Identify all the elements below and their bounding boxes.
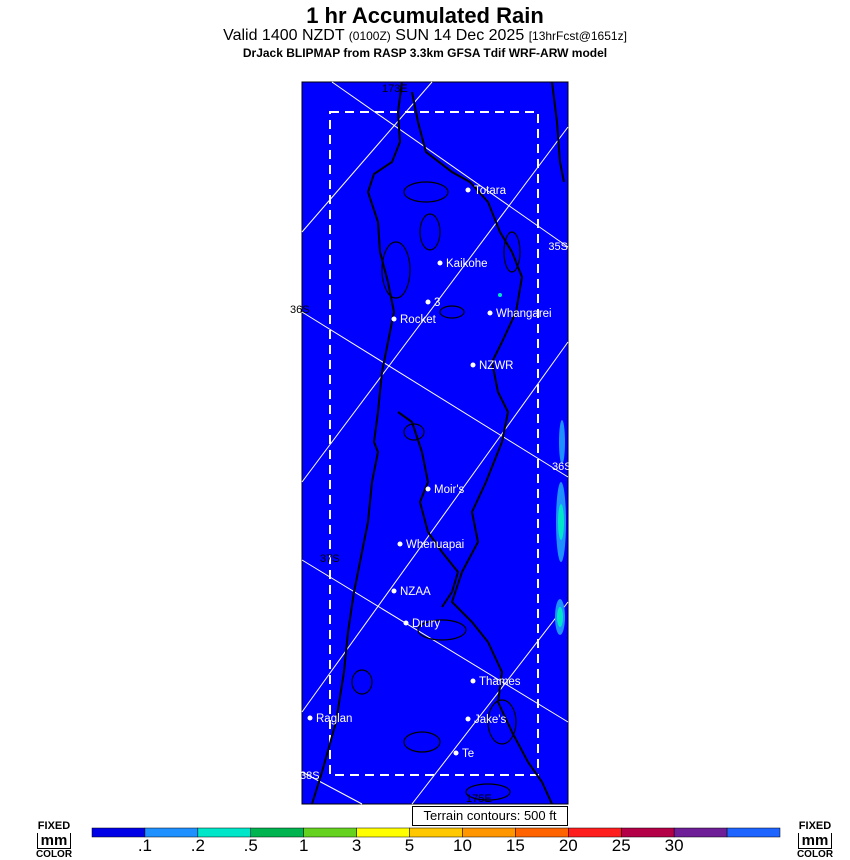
place-dot xyxy=(466,717,471,722)
place-dot xyxy=(392,317,397,322)
utc-time: (0100Z) xyxy=(348,29,391,43)
label-35S: 35S xyxy=(548,241,568,253)
place-thames: Thames xyxy=(479,676,521,688)
place-dot xyxy=(392,589,397,594)
place-dot xyxy=(308,716,313,721)
place-raglan: Raglan xyxy=(316,713,353,725)
place-dot xyxy=(404,621,409,626)
place-nzwr: NZWR xyxy=(479,360,514,372)
place-drury: Drury xyxy=(412,618,441,630)
terrain-contour-note: Terrain contours: 500 ft xyxy=(412,806,568,826)
fixed-label: FIXED xyxy=(798,820,832,832)
color-label: COLOR xyxy=(796,849,834,860)
legend-tick-label: 20 xyxy=(558,836,578,855)
legend-tick-label: 5 xyxy=(404,836,415,855)
place-dot xyxy=(454,751,459,756)
label-37S: 37S xyxy=(320,553,340,565)
map-background xyxy=(302,82,568,804)
valid-date: SUN 14 Dec 2025 xyxy=(395,27,525,44)
fixed-label: FIXED xyxy=(37,820,71,832)
place-dot xyxy=(398,542,403,547)
unit-label: mm xyxy=(37,833,72,849)
place-kaikohe: Kaikohe xyxy=(446,258,488,270)
place-dot xyxy=(438,261,443,266)
model-description: DrJack BLIPMAP from RASP 3.3km GFSA Tdif WRF-ARW model xyxy=(242,46,608,60)
legend-tick-label: 30 xyxy=(664,836,684,855)
color-label: COLOR xyxy=(35,849,73,860)
place-dot xyxy=(488,311,493,316)
legend-tick-label: 15 xyxy=(505,836,525,855)
place-3: 3 xyxy=(434,297,441,309)
unit-label: mm xyxy=(798,833,833,849)
legend-tick-label: .1 xyxy=(137,836,153,855)
place-jakes: Jake's xyxy=(474,714,507,726)
legend-color-swatch xyxy=(727,828,780,837)
legend-tick-label: .5 xyxy=(243,836,258,855)
place-totara: Totara xyxy=(474,185,506,197)
label-173E: 173E xyxy=(382,83,408,96)
valid-time-line xyxy=(0,27,850,45)
legend-tick-label: .2 xyxy=(190,836,205,855)
label-38S: 38S xyxy=(300,770,320,782)
chart-title: 1 hr Accumulated Rain xyxy=(306,3,544,28)
label-36S: 36S xyxy=(290,304,310,316)
legend-fixed-right xyxy=(792,821,838,860)
place-dot xyxy=(466,188,471,193)
label-175E: 175E xyxy=(466,793,492,805)
place-whangarei: Whangarei xyxy=(496,308,552,320)
valid-prefix: Valid 1400 NZDT xyxy=(223,27,345,44)
legend-tick-label: 3 xyxy=(351,836,362,855)
label-36S-b: 36S xyxy=(552,461,572,473)
forecast-info: [13hrFcst@1651z] xyxy=(528,29,627,43)
place-whenuapai: Whenuapai xyxy=(406,539,465,551)
place-te: Te xyxy=(462,748,475,760)
place-moirs: Moir's xyxy=(434,484,465,496)
place-dot xyxy=(471,363,476,368)
legend-fixed-left xyxy=(31,821,77,860)
place-dot xyxy=(471,679,476,684)
legend-tick-label: 1 xyxy=(298,836,309,855)
rain-map xyxy=(290,82,572,805)
place-dot xyxy=(426,300,431,305)
place-dot xyxy=(426,487,431,492)
legend-tick-label: 10 xyxy=(452,836,472,855)
legend-tick-label: 25 xyxy=(611,836,631,855)
place-rocket: Rocket xyxy=(400,314,436,326)
place-nzaa: NZAA xyxy=(400,586,431,598)
